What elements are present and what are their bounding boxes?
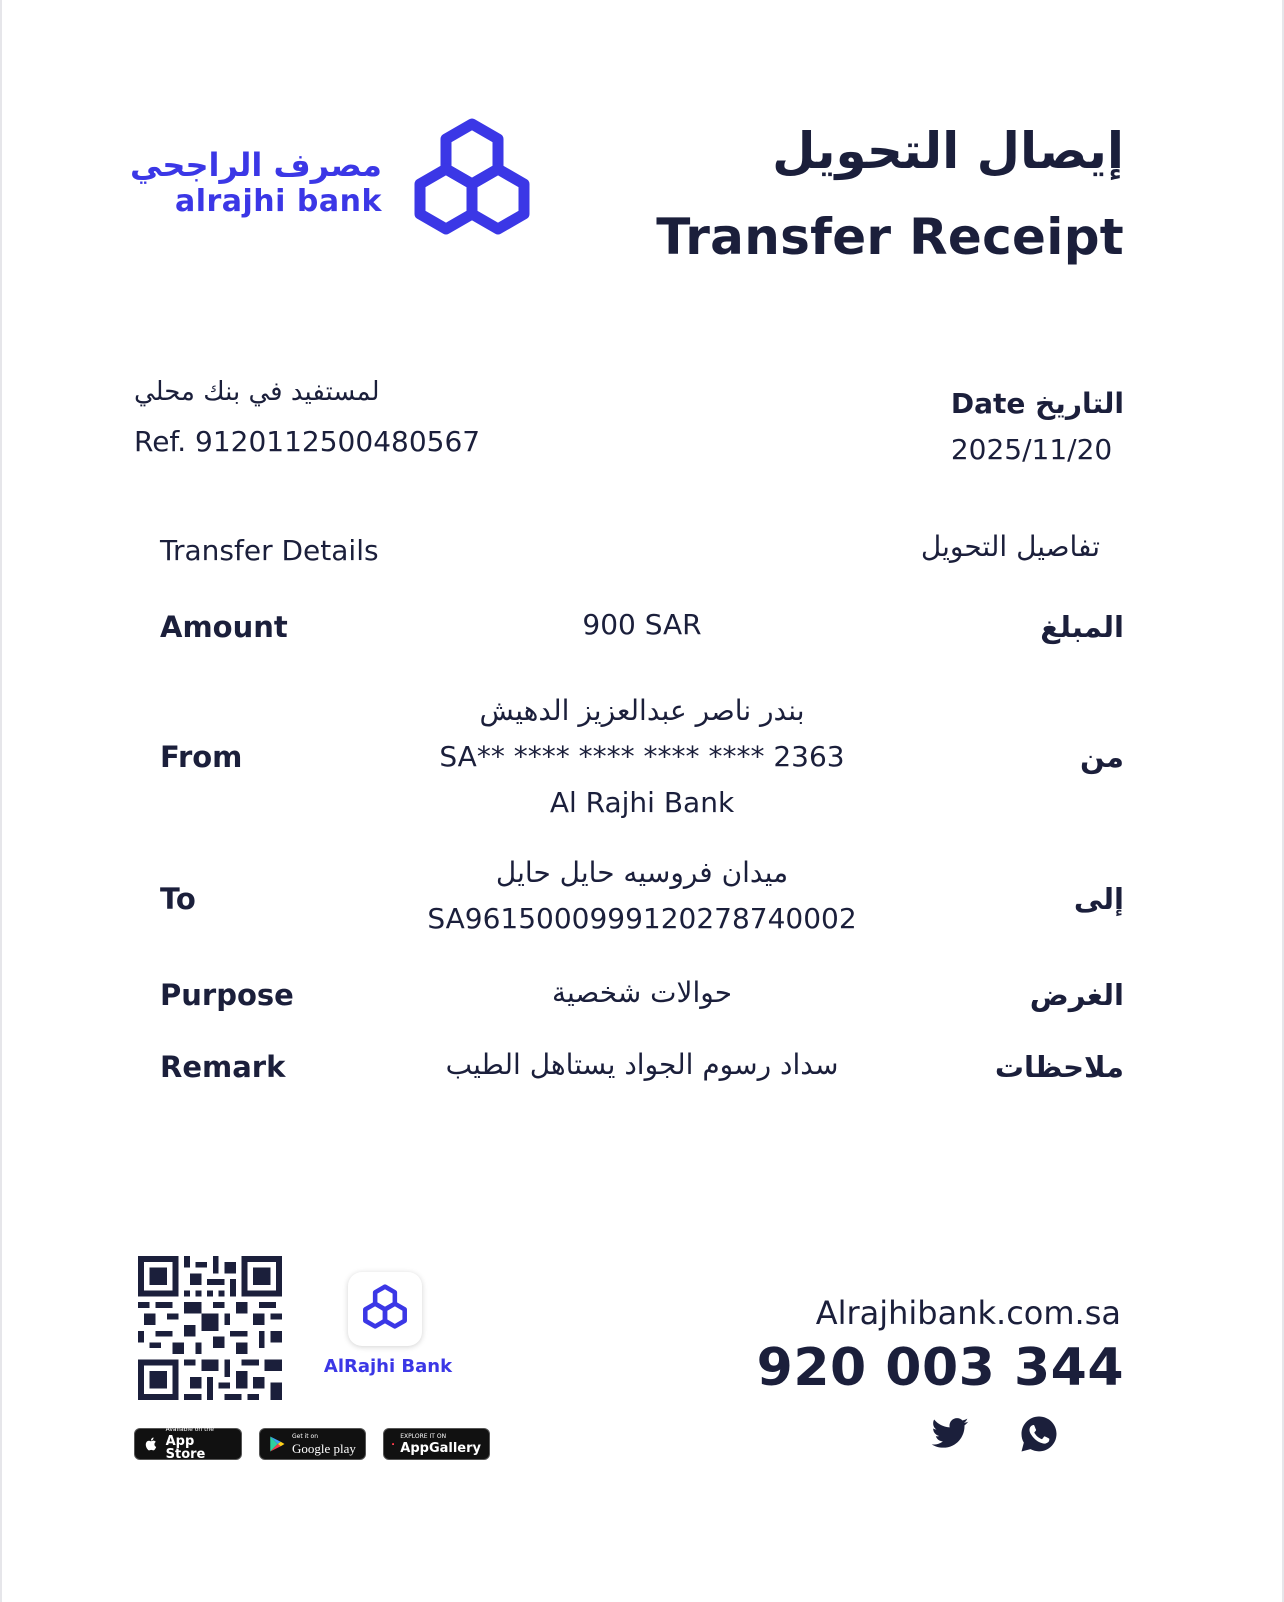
whatsapp-icon[interactable] (1019, 1414, 1059, 1454)
huawei-big-text: AppGallery (400, 1440, 481, 1456)
from-values (310, 688, 974, 826)
to-label-en: To (160, 882, 196, 916)
remark-row (160, 1048, 1124, 1094)
google-big-text: Google play (292, 1440, 356, 1456)
apple-icon (143, 1435, 160, 1453)
app-store-badge[interactable] (134, 1428, 242, 1460)
huawei-appgallery-badge[interactable] (383, 1428, 490, 1460)
purpose-label-en: Purpose (160, 978, 294, 1012)
page-title-en: Transfer Receipt (656, 208, 1124, 266)
appstore-small-text: Available on the (165, 1426, 214, 1433)
purpose-value: حوالات شخصية (551, 976, 733, 1009)
app-name: AlRajhi Bank (323, 1356, 453, 1377)
amount-label-en: Amount (160, 610, 288, 644)
date-value: 2025/11/20 (950, 433, 1113, 466)
purpose-row (160, 976, 1124, 1022)
amount-label-ar: المبلغ (1040, 610, 1124, 644)
brand-name-ar: مصرف الراجحي (130, 146, 382, 184)
remark-value: سداد رسوم الجواد يستاهل الطيب (445, 1048, 839, 1081)
date-block (951, 384, 1124, 472)
details-heading-ar: تفاصيل التحويل (920, 530, 1100, 563)
phone-number[interactable]: 920 003 344 (756, 1338, 1124, 1398)
google-play-badge[interactable] (259, 1428, 366, 1460)
google-play-icon (268, 1435, 286, 1453)
alrajhi-app-logo-icon (360, 1284, 410, 1334)
transfer-type: لمستفيد في بنك محلي (134, 377, 380, 407)
alrajhi-logo-icon (406, 118, 538, 248)
remark-label-ar: ملاحظات (994, 1050, 1124, 1084)
appstore-big-text: App Store (165, 1434, 206, 1462)
reference-number: Ref. 9120112500480567 (134, 425, 481, 458)
sender-bank: Al Rajhi Bank (549, 786, 735, 819)
brand-name-en: alrajhi bank (174, 184, 382, 219)
page-title-ar: إيصال التحويل (772, 122, 1124, 180)
from-row (160, 688, 1124, 832)
from-label-ar: من (1079, 740, 1124, 774)
app-icon[interactable] (348, 1272, 422, 1346)
details-heading-en: Transfer Details (160, 534, 379, 567)
to-row (160, 850, 1124, 946)
date-label: Date التاريخ (950, 387, 1124, 420)
sender-name: بندر ناصر عبدالعزيز الدهيش (479, 694, 805, 727)
brand-logo (130, 118, 538, 248)
remark-label-en: Remark (160, 1050, 286, 1084)
beneficiary-iban: SA9615000999120278740002 (427, 902, 857, 935)
transfer-meta (134, 372, 480, 464)
website-link[interactable]: Alrajhibank.com.sa (815, 1294, 1121, 1332)
amount-value: 900 SAR (582, 608, 702, 641)
to-label-ar: إلى (1073, 882, 1124, 916)
twitter-icon[interactable] (930, 1414, 970, 1454)
svg-text:HUAWEI: HUAWEI (392, 1444, 395, 1446)
google-small-text: Get it on (292, 1432, 319, 1440)
huawei-icon (392, 1435, 394, 1453)
from-label-en: From (160, 740, 243, 774)
beneficiary-name: ميدان فروسيه حايل حايل (495, 856, 789, 889)
amount-row (160, 608, 1124, 654)
qr-code-icon[interactable] (138, 1256, 282, 1400)
sender-account: SA** **** **** **** **** 2363 (439, 740, 845, 773)
to-values (310, 850, 974, 942)
huawei-small-text: EXPLORE IT ON (400, 1432, 447, 1440)
purpose-label-ar: الغرض (1029, 978, 1124, 1012)
